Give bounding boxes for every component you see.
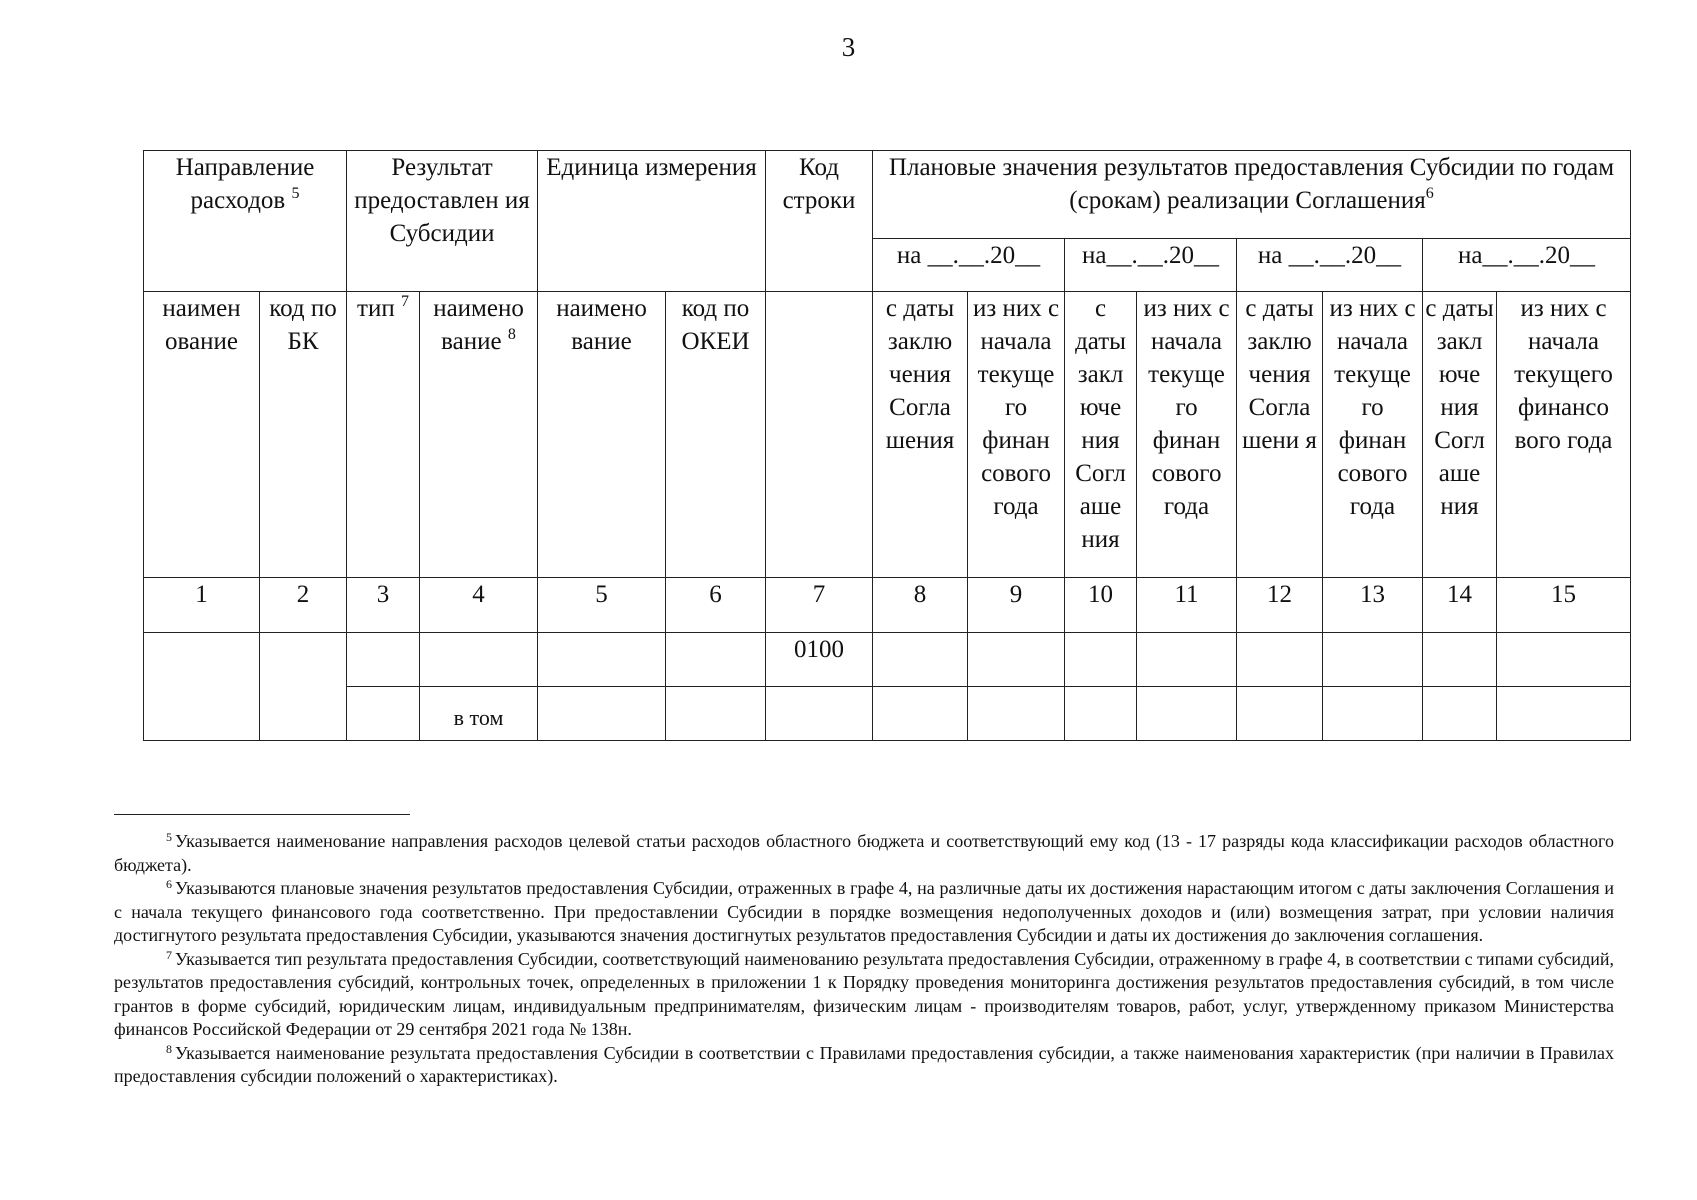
header-date-4: на__.__.20__ [1423,239,1631,292]
header-unit: Единица измерения [538,151,766,292]
column-number-2: 2 [260,578,347,633]
data-cell [873,633,968,687]
header-direction-label: Направление расходов [175,154,315,214]
data-cell-row-code: 0100 [766,633,873,687]
column-number-4: 4 [420,578,538,633]
table-row [144,687,1631,741]
footnote-ref-6: 6 [1425,185,1434,202]
data-cell-bk-code [260,633,347,741]
data-cell [1237,633,1323,687]
subheader-date1-from-year: из них с начала текуще го финан сового года [968,292,1065,578]
data-cell [1237,687,1323,741]
subheader-result-type-label: тип [357,295,395,322]
footnote-6-text: Указываются плановые значения результатов предоставления Субсидии, отраженных в графе 4, на различные даты их достижения нарастающим итогом с даты заключения Соглашения и с начала текущего финансового года соответственно. При предоставлении Субсидии в порядке возмещения недополученных доходов и (или) возмещения затрат, при условии наличия достигнутого результата предоставления Субсидии, указываются значения достигнутых результатов предоставления Субсидии и даты их достижения до заключения соглашения. [114,878,1614,945]
data-cell [968,633,1065,687]
data-cell [538,633,666,687]
footnote-5-text: Указывается наименование направления расходов целевой статьи расходов областного бюджета и соответствующий ему код (13 - 17 разряды кода классификации расходов областного бюджета). [114,831,1614,875]
in-that-label: в том [453,705,504,730]
column-number-6: 6 [666,578,766,633]
data-cell [1137,633,1237,687]
data-cell [1497,633,1631,687]
subheader-row-code-empty [766,292,873,578]
data-cell [1497,687,1631,741]
header-date-1: на __.__.20__ [873,239,1065,292]
column-numbers-row [144,578,1631,633]
subheader-result-name-label: наимено вание [433,295,524,355]
column-number-9: 9 [968,578,1065,633]
subheader-bk-code: код по БК [260,292,347,578]
footnote-8 [114,1042,1614,1089]
data-cell [1065,633,1137,687]
column-number-3: 3 [347,578,420,633]
column-number-12: 12 [1237,578,1323,633]
column-number-10: 10 [1065,578,1137,633]
data-cell [766,687,873,741]
footnote-ref-5: 5 [291,185,300,202]
header-direction [144,151,347,292]
data-cell [1423,633,1497,687]
subheader-okei-code: код по ОКЕИ [666,292,766,578]
column-number-8: 8 [873,578,968,633]
column-number-15: 15 [1497,578,1631,633]
footnote-ref-7: 7 [400,293,409,310]
data-cell [1323,633,1423,687]
data-cell [968,687,1065,741]
header-date-3: на __.__.20__ [1237,239,1423,292]
footnote-ref-8: 8 [507,326,516,343]
data-cell [420,633,538,687]
header-plan [873,151,1631,239]
subheader-direction-name: наимен ование [144,292,260,578]
data-cell [666,633,766,687]
header-row-top [144,151,1631,239]
subheader-date3-from-year: из них с начала текуще го финан сового года [1323,292,1423,578]
column-number-7: 7 [766,578,873,633]
header-date-2: на__.__.20__ [1065,239,1237,292]
subsidy-results-table [143,150,1631,741]
data-cell-in-that [420,687,538,741]
footnote-5-mark: 5 [166,830,172,844]
data-cell [538,687,666,741]
subheader-result-type [347,292,420,578]
subheader-result-name [420,292,538,578]
data-cell [666,687,766,741]
footnote-7 [114,948,1614,1042]
data-cell [347,687,420,741]
data-cell [873,687,968,741]
subheader-date1-from-agreement: с даты заклю чения Согла шения [873,292,968,578]
footnote-8-mark: 8 [166,1041,172,1056]
data-cell-direction-name [144,633,260,741]
data-cell [347,633,420,687]
data-cell [1065,687,1137,741]
footnote-6 [114,877,1614,948]
footnote-separator [114,814,410,815]
column-number-1: 1 [144,578,260,633]
header-plan-label: Плановые значения результатов предоставления Субсидии по годам (срокам) реализации Соглашения [888,154,1615,214]
column-number-5: 5 [538,578,666,633]
footnote-7-text: Указывается тип результата предоставления Субсидии, соответствующий наименованию результата предоставления Субсидии, отраженному в графе 4, в соответствии с типами субсидий, результатов предоставления субсидий, контрольных точек, определенных в приложении 1 к Порядку проведения мониторинга достижения результатов предоставления субсидий, в том числе грантов в форме субсидий, юридическим лицам, индивидуальным предпринимателям, физическим лицам - производителям товаров, работ, услуг, утвержденному приказом Министерства финансов Российской Федерации от 29 сентября 2021 года № 138н. [114,948,1614,1039]
subheader-date2-from-agreement: с даты закл юче ния Согл аше ния [1065,292,1137,578]
header-row-code: Код строки [766,151,873,292]
subheader-date4-from-year: из них с начала текущего финансо вого года [1497,292,1631,578]
footnote-6-mark: 6 [166,877,172,891]
column-number-11: 11 [1137,578,1237,633]
subheader-date3-from-agreement: с даты заклю чения Согла шени я [1237,292,1323,578]
footnote-7-mark: 7 [166,947,172,962]
footnote-5 [114,830,1614,877]
subheader-unit-name: наимено вание [538,292,666,578]
data-cell [1323,687,1423,741]
footnote-8-text: Указывается наименование результата предоставления Субсидии в соответствии с Правилами предоставления субсидии, а также наименования характеристик (при наличии в Правилах предоставления субсидии положений о характеристиках). [114,1042,1614,1086]
header-result: Результат предоставлен ия Субсидии [347,151,538,292]
subheader-date2-from-year: из них с начала текуще го финан сового года [1137,292,1237,578]
footnotes [114,830,1614,1089]
data-cell [1423,687,1497,741]
page-number: 3 [841,32,856,62]
column-number-13: 13 [1323,578,1423,633]
subheader-date4-from-agreement: с даты закл юче ния Согл аше ния [1423,292,1497,578]
data-cell [1137,687,1237,741]
table-row [144,633,1631,687]
column-number-14: 14 [1423,578,1497,633]
subheader-row [144,292,1631,578]
